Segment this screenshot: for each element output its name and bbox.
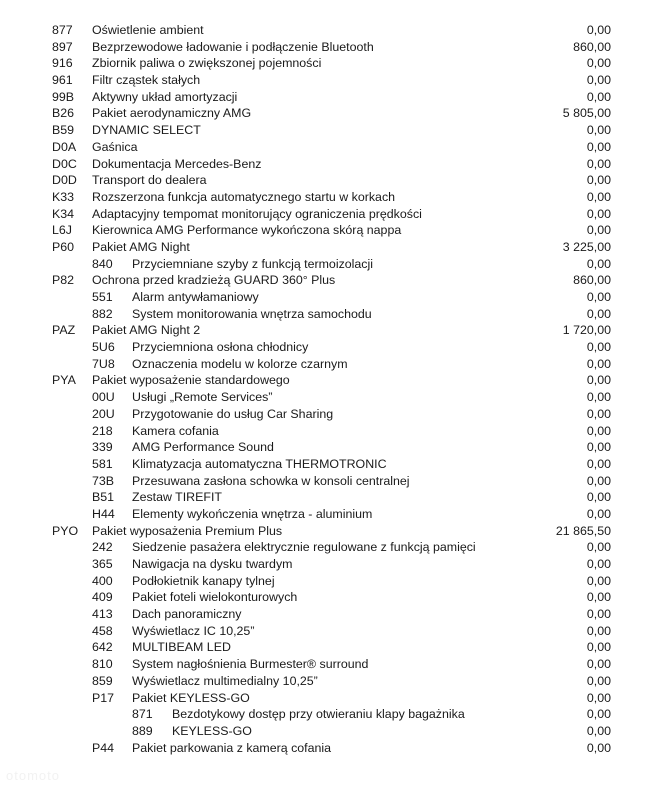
option-price: 0,00 <box>586 557 611 571</box>
equipment-row <box>0 456 667 473</box>
option-description: Pakiet wyposażenia Premium Plus <box>92 523 283 538</box>
equipment-row <box>0 656 667 673</box>
option-price: 0,00 <box>586 657 611 672</box>
option-code: 400 <box>92 573 113 588</box>
equipment-row <box>0 489 667 506</box>
option-code: 961 <box>52 73 73 88</box>
option-price: 0,00 <box>586 56 611 71</box>
equipment-row <box>0 740 667 757</box>
equipment-row <box>0 473 667 490</box>
option-price: 0,00 <box>586 473 611 488</box>
option-description: Bezprzewodowe ładowanie i podłączenie Bluetooth <box>92 39 374 54</box>
equipment-row <box>0 89 667 106</box>
equipment-row <box>0 22 667 39</box>
option-code: 218 <box>92 423 113 438</box>
option-description: Bezdotykowy dostęp przy otwieraniu klapy bagażnika <box>172 707 465 722</box>
option-description: Przyciemniane szyby z funkcją termoizolacji <box>132 256 374 271</box>
equipment-row <box>0 55 667 72</box>
equipment-row <box>0 105 667 122</box>
option-code: K33 <box>52 189 75 204</box>
equipment-row <box>0 673 667 690</box>
equipment-row <box>0 339 667 356</box>
option-price: 0,00 <box>586 23 611 37</box>
equipment-row <box>0 573 667 590</box>
option-description: Gaśnica <box>92 139 138 154</box>
equipment-row <box>0 189 667 206</box>
option-description: Kamera cofania <box>132 423 219 438</box>
option-price: 0,00 <box>586 740 611 755</box>
option-description: AMG Performance Sound <box>132 440 274 455</box>
option-description: Zbiornik paliwa o zwiększonej pojemności <box>92 56 322 71</box>
option-price: 0,00 <box>586 290 611 304</box>
option-description: DYNAMIC SELECT <box>92 123 201 138</box>
equipment-row <box>0 406 667 423</box>
equipment-row <box>0 206 667 223</box>
option-price: 0,00 <box>586 340 611 355</box>
option-description: Alarm antywłamaniowy <box>132 290 259 304</box>
option-description: Adaptacyjny tempomat monitorujący ograniczenia prędkości <box>92 206 422 221</box>
equipment-row <box>0 356 667 373</box>
option-code: D0C <box>52 156 77 171</box>
option-price: 0,00 <box>586 406 611 421</box>
equipment-row <box>0 272 667 289</box>
equipment-row <box>0 72 667 89</box>
option-code: 810 <box>92 657 113 672</box>
option-code: PYO <box>52 523 79 538</box>
option-price: 0,00 <box>586 456 611 471</box>
option-code: 551 <box>92 290 113 304</box>
equipment-row <box>0 690 667 707</box>
equipment-row <box>0 322 667 339</box>
equipment-row <box>0 589 667 606</box>
option-price: 860,00 <box>573 39 611 54</box>
option-price: 0,00 <box>586 690 611 705</box>
equipment-row <box>0 256 667 273</box>
option-code: 73B <box>92 473 115 488</box>
option-description: Oświetlenie ambient <box>92 23 204 37</box>
option-price: 0,00 <box>586 506 611 521</box>
option-description: Wyświetlacz IC 10,25” <box>132 623 255 638</box>
equipment-row <box>0 306 667 323</box>
option-code: H44 <box>92 506 115 521</box>
option-description: Przesuwana zasłona schowka w konsoli centralnej <box>132 473 410 488</box>
option-code: 00U <box>92 390 115 405</box>
option-description: MULTIBEAM LED <box>132 640 231 655</box>
option-code: 642 <box>92 640 113 655</box>
option-price: 0,00 <box>586 423 611 438</box>
equipment-row <box>0 606 667 623</box>
option-code: D0A <box>52 139 77 154</box>
option-code: 413 <box>92 607 113 622</box>
option-price: 860,00 <box>573 273 611 288</box>
option-code: 409 <box>92 590 113 605</box>
equipment-row <box>0 523 667 540</box>
option-price: 0,00 <box>586 189 611 204</box>
option-code: 877 <box>52 23 73 37</box>
option-price: 21 865,50 <box>555 523 611 538</box>
option-description: Wyświetlacz multimedialny 10,25” <box>132 673 318 688</box>
equipment-row <box>0 289 667 306</box>
option-code: P17 <box>92 690 115 705</box>
option-code: 20U <box>92 406 115 421</box>
option-description: System monitorowania wnętrza samochodu <box>132 306 372 321</box>
equipment-row <box>0 139 667 156</box>
option-description: Klimatyzacja automatyczna THERMOTRONIC <box>132 456 387 471</box>
equipment-row <box>0 623 667 640</box>
option-code: 365 <box>92 557 113 571</box>
option-price: 0,00 <box>586 573 611 588</box>
option-description: Przygotowanie do usług Car Sharing <box>132 406 334 421</box>
option-description: Dokumentacja Mercedes-Benz <box>92 156 262 171</box>
option-price: 1 720,00 <box>562 323 611 338</box>
option-description: Przyciemniona osłona chłodnicy <box>132 340 309 355</box>
option-description: Oznaczenia modelu w kolorze czarnym <box>132 356 348 371</box>
option-code: 882 <box>92 306 113 321</box>
option-description: Nawigacja na dysku twardym <box>132 557 293 571</box>
option-code: 5U6 <box>92 340 115 355</box>
option-price: 0,00 <box>586 356 611 371</box>
option-code: PAZ <box>52 323 76 338</box>
option-description: KEYLESS-GO <box>172 723 252 738</box>
equipment-list <box>0 22 667 756</box>
option-description: Pakiet parkowania z kamerą cofania <box>132 740 332 755</box>
option-price: 0,00 <box>586 390 611 405</box>
equipment-row <box>0 539 667 556</box>
option-code: 859 <box>92 673 113 688</box>
option-price: 0,00 <box>586 490 611 505</box>
option-price: 0,00 <box>586 707 611 722</box>
option-description: System nagłośnienia Burmester® surround <box>132 657 369 672</box>
option-price: 0,00 <box>586 373 611 388</box>
option-description: Siedzenie pasażera elektrycznie regulowane z funkcją pamięci <box>132 540 476 555</box>
option-code: 897 <box>52 39 73 54</box>
option-price: 0,00 <box>586 640 611 655</box>
equipment-row <box>0 239 667 256</box>
option-price: 0,00 <box>586 673 611 688</box>
equipment-row <box>0 439 667 456</box>
option-code: P44 <box>92 740 115 755</box>
equipment-row <box>0 423 667 440</box>
option-code: 99B <box>52 89 75 104</box>
option-code: B59 <box>52 123 75 138</box>
option-price: 5 805,00 <box>562 106 611 121</box>
option-price: 0,00 <box>586 256 611 271</box>
option-price: 0,00 <box>586 590 611 605</box>
option-description: Transport do dealera <box>92 173 207 188</box>
option-price: 0,00 <box>586 623 611 638</box>
option-price: 0,00 <box>586 223 611 238</box>
option-price: 0,00 <box>586 723 611 738</box>
option-price: 0,00 <box>586 607 611 622</box>
option-code: P60 <box>52 239 75 254</box>
option-description: Pakiet AMG Night <box>92 239 190 254</box>
option-code: K34 <box>52 206 75 221</box>
equipment-row <box>0 556 667 573</box>
option-description: Dach panoramiczny <box>132 607 242 622</box>
option-description: Podłokietnik kanapy tylnej <box>132 573 275 588</box>
option-description: Rozszerzona funkcja automatycznego startu w korkach <box>92 189 396 204</box>
option-description: Pakiet aerodynamiczny AMG <box>92 106 252 121</box>
option-code: 7U8 <box>92 356 115 371</box>
equipment-row <box>0 506 667 523</box>
option-description: Pakiet wyposażenie standardowego <box>92 373 290 388</box>
equipment-row <box>0 389 667 406</box>
equipment-row <box>0 723 667 740</box>
option-description: Pakiet foteli wielokonturowych <box>132 590 298 605</box>
option-description: Ochrona przed kradzieżą GUARD 360° Plus <box>92 273 336 288</box>
option-code: 916 <box>52 56 73 71</box>
option-code: 889 <box>132 723 153 738</box>
option-description: Pakiet KEYLESS-GO <box>132 690 250 705</box>
option-description: Zestaw TIREFIT <box>132 490 222 505</box>
option-code: P82 <box>52 273 75 288</box>
option-price: 0,00 <box>586 440 611 455</box>
option-price: 0,00 <box>586 156 611 171</box>
option-price: 3 225,00 <box>562 239 611 254</box>
option-price: 0,00 <box>586 540 611 555</box>
equipment-row <box>0 639 667 656</box>
option-price: 0,00 <box>586 89 611 104</box>
equipment-row <box>0 222 667 239</box>
option-code: B26 <box>52 106 75 121</box>
watermark: otomoto <box>6 768 60 783</box>
option-price: 0,00 <box>586 306 611 321</box>
equipment-row <box>0 372 667 389</box>
option-code: D0D <box>52 173 77 188</box>
option-description: Usługi „Remote Services” <box>132 390 273 405</box>
option-description: Pakiet AMG Night 2 <box>92 323 201 338</box>
equipment-row <box>0 39 667 56</box>
option-price: 0,00 <box>586 206 611 221</box>
option-price: 0,00 <box>586 173 611 188</box>
option-code: 840 <box>92 256 113 271</box>
option-code: 581 <box>92 456 113 471</box>
option-description: Kierownica AMG Performance wykończona skórą nappa <box>92 223 402 238</box>
equipment-row <box>0 172 667 189</box>
option-code: 458 <box>92 623 113 638</box>
option-price: 0,00 <box>586 139 611 154</box>
option-code: L6J <box>52 223 72 238</box>
option-code: 871 <box>132 707 153 722</box>
option-description: Filtr cząstek stałych <box>92 73 201 88</box>
equipment-row <box>0 122 667 139</box>
equipment-row <box>0 156 667 173</box>
option-price: 0,00 <box>586 123 611 138</box>
option-code: PYA <box>52 373 76 388</box>
option-description: Elementy wykończenia wnętrza - aluminium <box>132 506 373 521</box>
option-code: B51 <box>92 490 115 505</box>
option-price: 0,00 <box>586 73 611 88</box>
option-code: 339 <box>92 440 113 455</box>
equipment-row <box>0 706 667 723</box>
option-description: Aktywny układ amortyzacji <box>92 89 238 104</box>
option-code: 242 <box>92 540 113 555</box>
